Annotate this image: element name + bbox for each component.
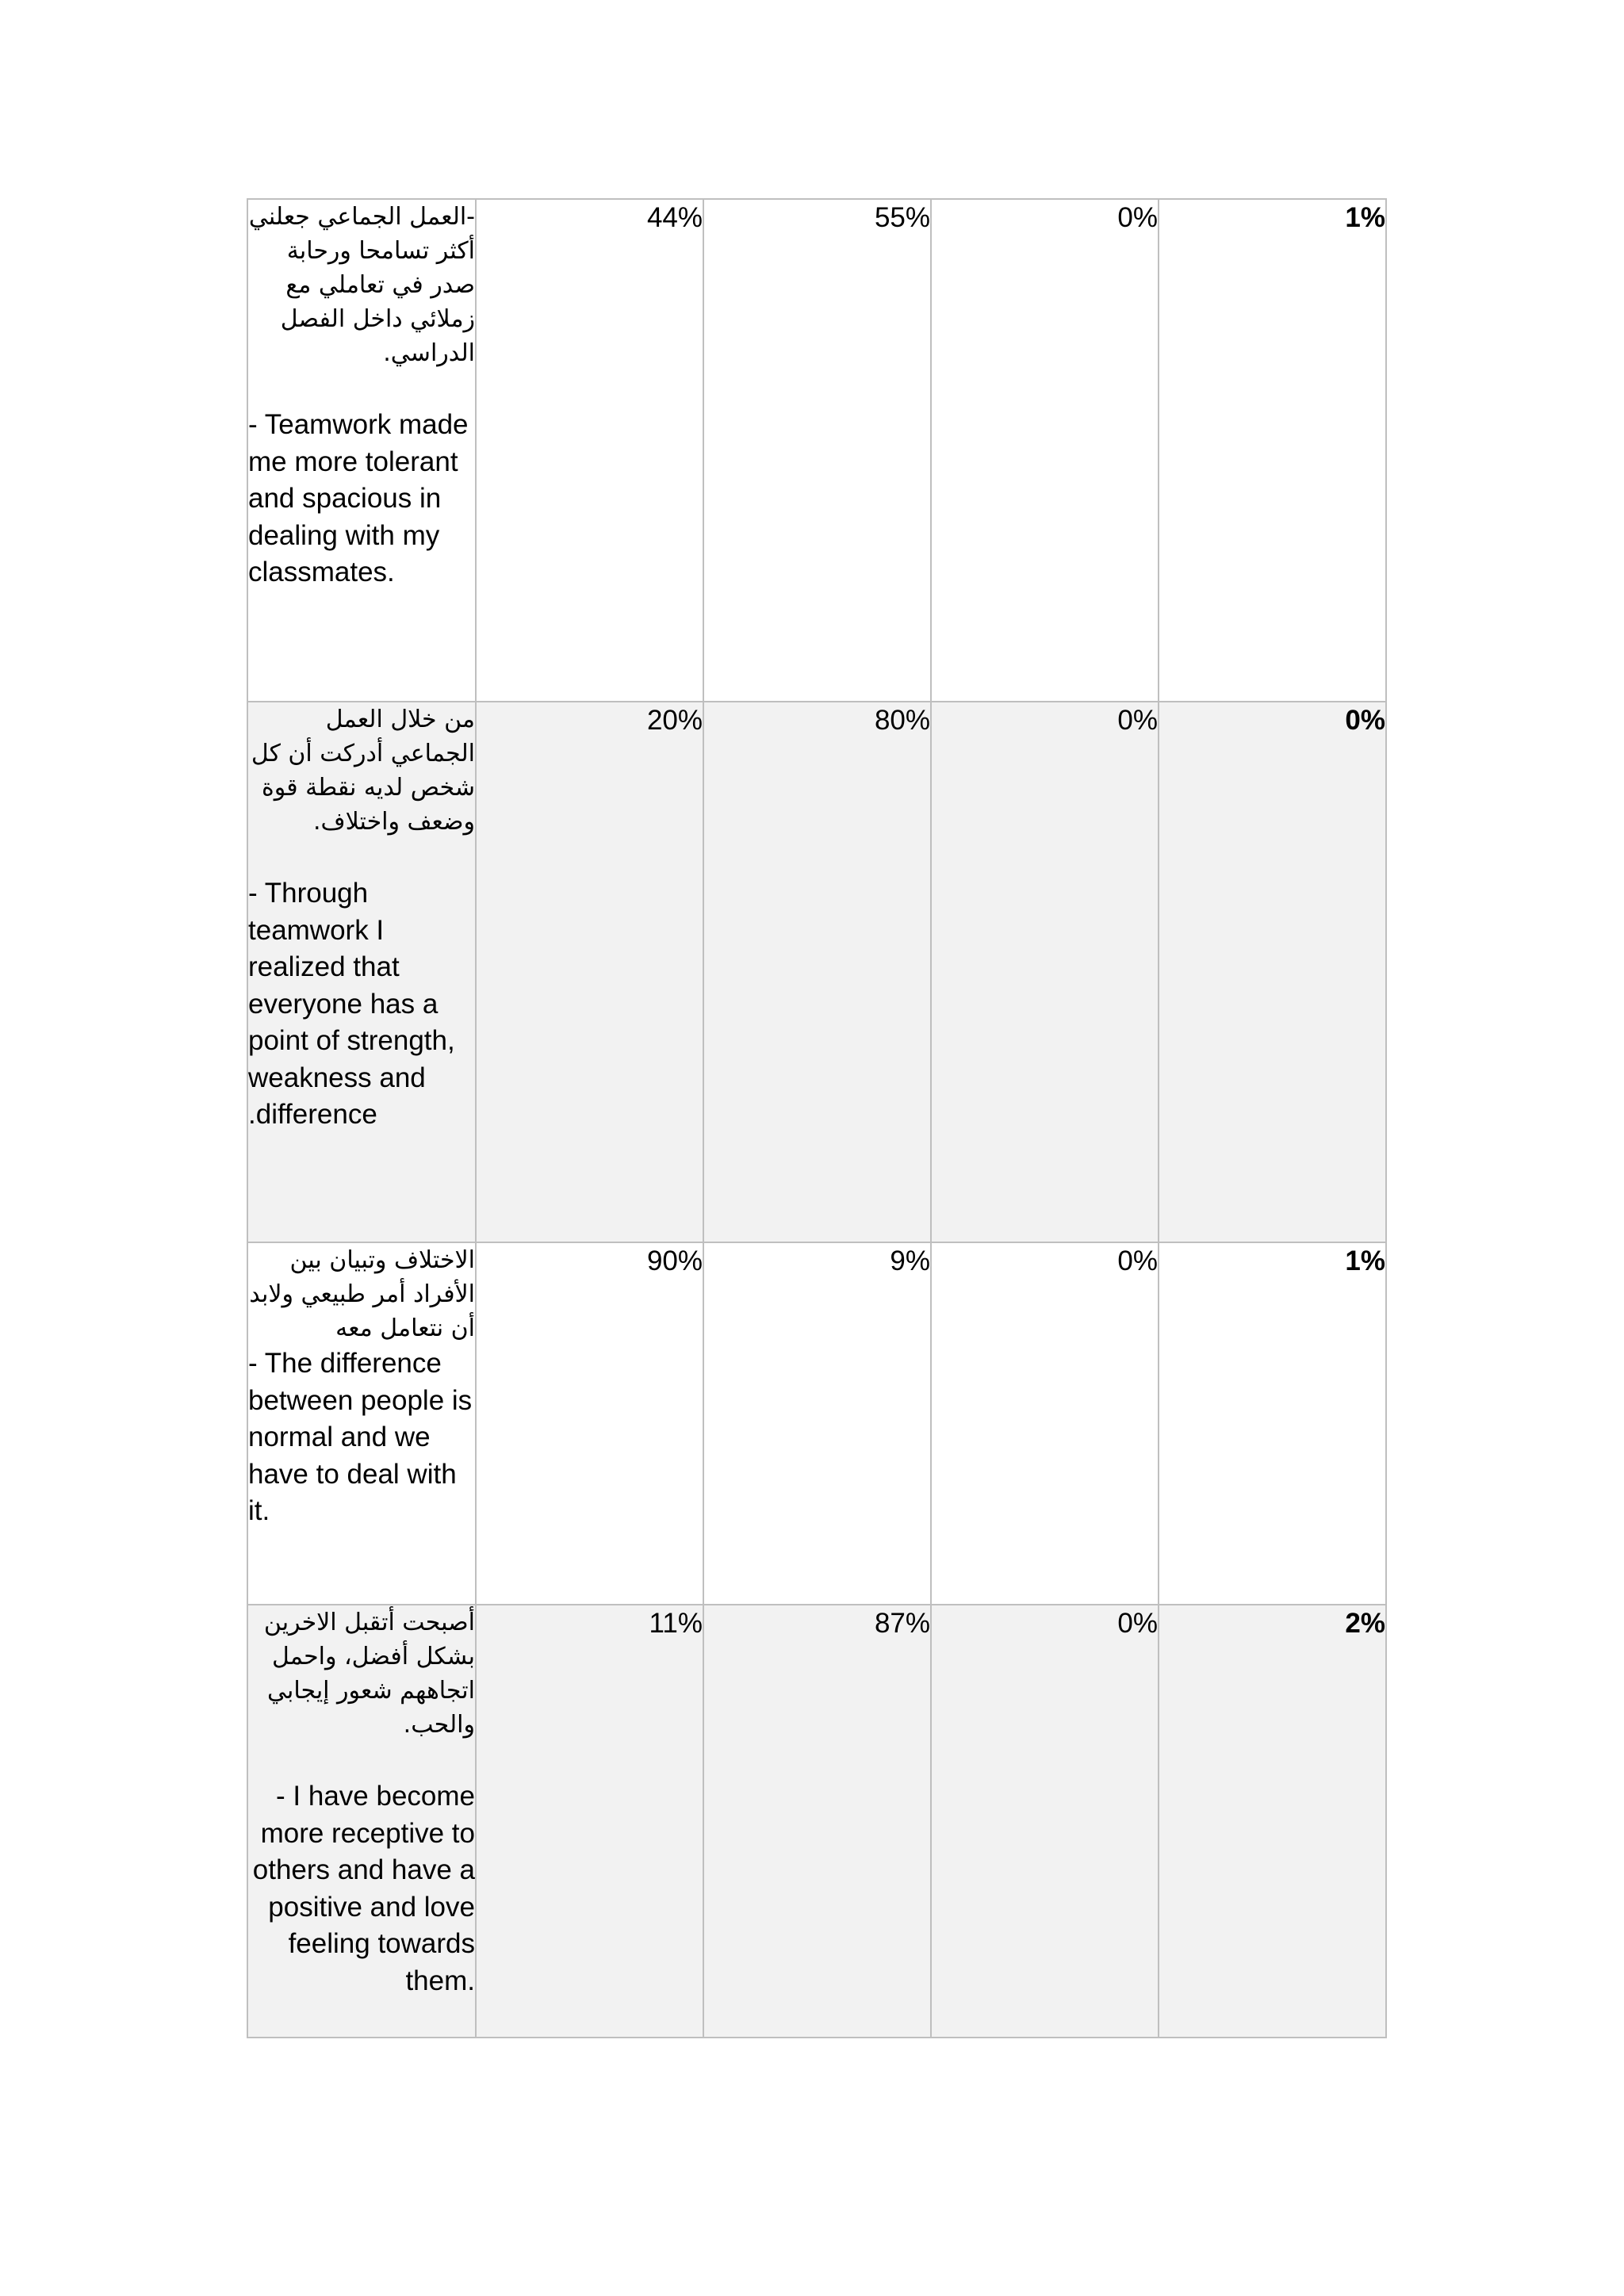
statement-cell bbox=[247, 199, 476, 702]
percentage-cell: 9% bbox=[703, 1242, 931, 1605]
percentage-cell: 20% bbox=[476, 702, 703, 1242]
table-row bbox=[247, 1242, 1386, 1605]
percentage-cell: 0% bbox=[931, 1605, 1159, 2038]
percentage-cell: 55% bbox=[703, 199, 931, 702]
statement-english: - The difference between people is normal and we have to deal with it. bbox=[248, 1348, 473, 1526]
statement-english: - I have become more receptive to others and have a positive and love feeling towards them. bbox=[252, 1781, 475, 1996]
survey-results-table bbox=[247, 198, 1387, 2038]
percentage-cell: 0% bbox=[1159, 702, 1386, 1242]
statement-arabic: أصبحت أتقبل الاخرين بشكل أفضل، واحمل اتجاههم شعور إيجابي والحب. bbox=[263, 1609, 475, 1739]
statement-arabic: من خلال العمل الجماعي أدركت أن كل شخص لديه نقطة قوة وضعف واختلاف. bbox=[251, 706, 475, 836]
statement-english: - Through teamwork I realized that everyone has a point of strength, weakness and .difference bbox=[248, 878, 455, 1130]
percentage-cell: 90% bbox=[476, 1242, 703, 1605]
percentage-cell: 11% bbox=[476, 1605, 703, 2038]
percentage-cell: 0% bbox=[931, 199, 1159, 702]
percentage-cell: 0% bbox=[931, 1242, 1159, 1605]
statement-cell bbox=[247, 1242, 476, 1605]
table-row bbox=[247, 199, 1386, 702]
percentage-cell: 44% bbox=[476, 199, 703, 702]
statement-arabic: -العمل الجماعي جعلني أكثر تسامحا ورحابة صدر في تعاملي مع زملائي داخل الفصل الدراسي. bbox=[248, 203, 475, 367]
table-row bbox=[247, 702, 1386, 1242]
percentage-cell: 0% bbox=[931, 702, 1159, 1242]
percentage-cell: 2% bbox=[1159, 1605, 1386, 2038]
table-row bbox=[247, 1605, 1386, 2038]
percentage-cell: 1% bbox=[1159, 1242, 1386, 1605]
statement-arabic: الاختلاف وتبيان بين الأفراد أمر طبيعي ولابد أن نتعامل معه bbox=[249, 1246, 475, 1342]
percentage-cell: 80% bbox=[703, 702, 931, 1242]
percentage-cell: 87% bbox=[703, 1605, 931, 2038]
percentage-cell: 1% bbox=[1159, 199, 1386, 702]
statement-english: - Teamwork made me more tolerant and spacious in dealing with my classmates. bbox=[248, 409, 469, 587]
statement-cell bbox=[247, 1605, 476, 2038]
statement-cell bbox=[247, 702, 476, 1242]
